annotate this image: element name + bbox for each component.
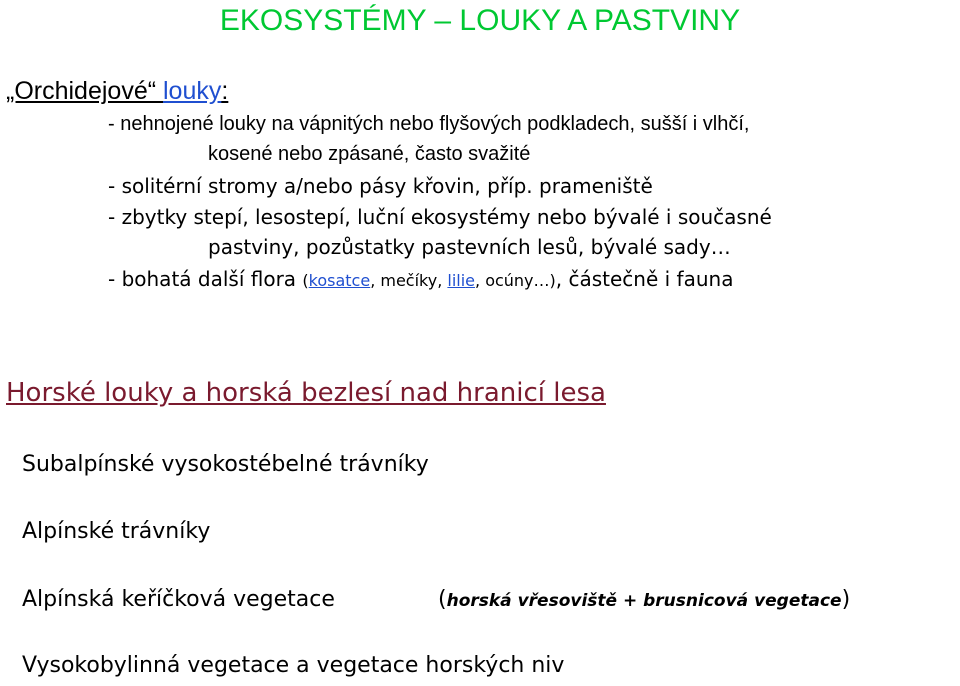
bullet-3-line-1: - zbytky stepí, lesostepí, luční ekosystémy nebo bývalé i současné — [108, 205, 772, 229]
bullet-4-suffix: , částečně i fauna — [555, 267, 734, 291]
kosatce-link[interactable]: kosatce — [308, 271, 371, 290]
bullet-1-line-2: kosené nebo zpásané, často svažité — [208, 143, 531, 165]
bullet-4 — [108, 265, 733, 295]
bullet-3-line-2: pastviny, pozůstatky pastevních lesů, bývalé sady… — [208, 235, 731, 259]
note-paren-open: ( — [438, 587, 447, 612]
heading-suffix: : — [221, 77, 229, 105]
note-paren-close: ) — [841, 587, 851, 612]
section-heading-orchid-meadows — [6, 77, 228, 106]
item-alpine-dwarf-shrub: Alpínská keříčková vegetace — [22, 587, 335, 612]
bullet-2: - solitérní stromy a/nebo pásy křovin, příp. prameniště — [108, 174, 653, 198]
section-heading-mountain-meadows: Horské louky a horská bezlesí nad hranicí lesa — [6, 378, 606, 408]
item-alpine-grasslands: Alpínské trávníky — [22, 519, 211, 544]
heading-prefix: „Orchidejové“ — [6, 77, 163, 105]
page-title: EKOSYSTÉMY – LOUKY A PASTVINY — [219, 4, 741, 37]
bullet-4-prefix: - bohatá další flora — [108, 267, 303, 291]
bullet-4-paren-open: ( — [302, 271, 309, 290]
bullet-4-mid-2: , ocúny…) — [475, 271, 556, 290]
bullet-4-mid-1: , mečíky, — [370, 271, 448, 290]
bullet-1-line-1: - nehnojené louky na vápnitých nebo flyšových podkladech, sušší i vlhčí, — [108, 113, 750, 135]
louky-link[interactable]: louky — [163, 77, 222, 105]
item-subalpine-grasslands: Subalpínské vysokostébelné trávníky — [22, 452, 429, 477]
item-alpine-dwarf-shrub-note — [438, 587, 850, 612]
item-tall-herb-vegetation: Vysokobylinná vegetace a vegetace horských niv — [22, 653, 565, 678]
note-text: horská vřesoviště + brusnicová vegetace — [446, 591, 842, 611]
lilie-link[interactable]: lilie — [447, 271, 476, 290]
